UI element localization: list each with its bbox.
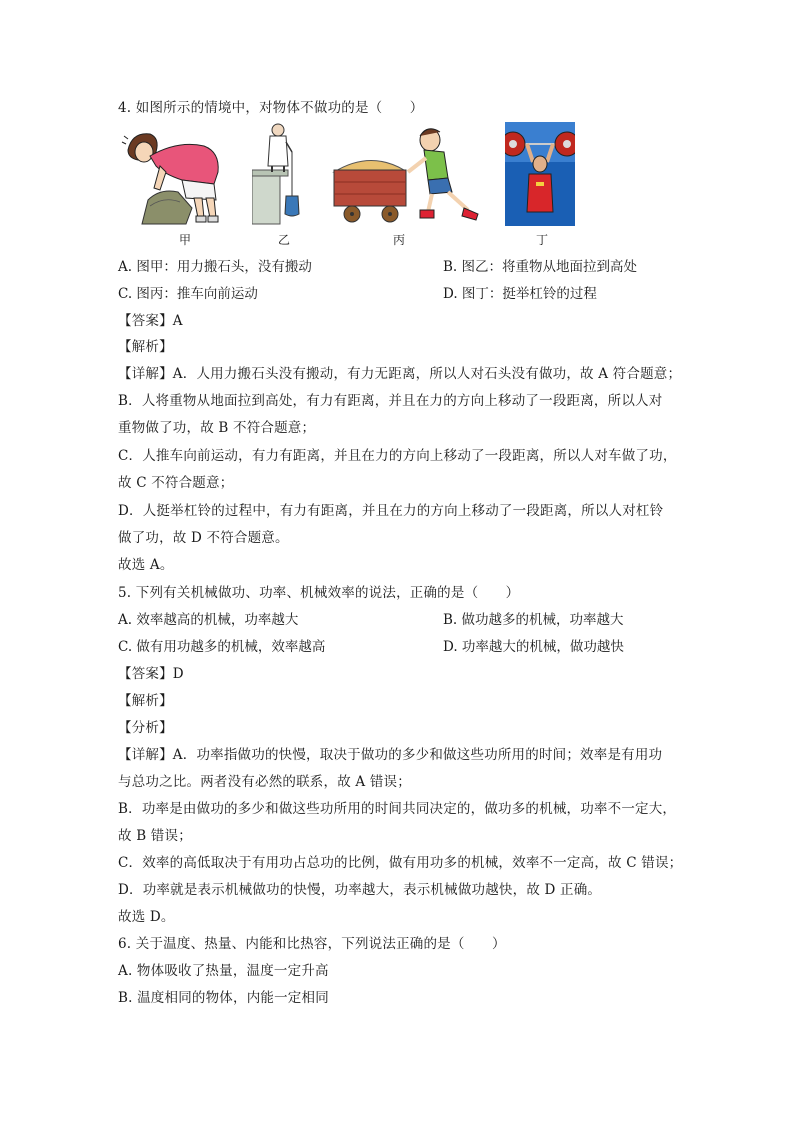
q5-conclusion: 故选 D。 bbox=[118, 909, 175, 925]
q5-detail-line: 与总功之比。两者没有必然的联系，故 A 错误； bbox=[118, 774, 411, 790]
q4-detail-line: 故 C 不符合题意； bbox=[118, 475, 234, 491]
q5-option-c: C. 做有用功越多的机械，效率越高 bbox=[118, 639, 326, 655]
q6-stem: 6. 关于温度、热量、内能和比热容，下列说法正确的是（ ） bbox=[118, 936, 506, 952]
q5-fenxi-heading: 【分析】 bbox=[118, 720, 173, 736]
q5-stem: 5. 下列有关机械做功、功率、机械效率的说法，正确的是（ ） bbox=[118, 585, 520, 601]
q5-detail-line: C．效率的高低取决于有用功占总功的比例，做有用功多的机械，效率不一定高，故 C 错误； bbox=[118, 855, 683, 871]
q4-detail-line: B．人将重物从地面拉到高处，有力有距离，并且在力的方向上移动了一段距离，所以人对 bbox=[118, 393, 663, 409]
q5-detail-line: D．功率就是表示机械做功的快慢，功率越大，表示机械做功越快，故 D 正确。 bbox=[118, 882, 602, 898]
q4-option-d: D. 图丁：挺举杠铃的过程 bbox=[443, 286, 597, 302]
q4-option-b: B. 图乙：将重物从地面拉到高处 bbox=[443, 259, 638, 275]
caption-jia: 甲 bbox=[179, 233, 192, 247]
figure-yi-pulling-weight bbox=[252, 122, 312, 227]
q4-detail-line: 重物做了功，故 B 不符合题意； bbox=[118, 420, 316, 436]
q4-stem: 4. 如图所示的情境中，对物体不做功的是（ ） bbox=[118, 100, 424, 116]
q4-option-a: A. 图甲：用力搬石头，没有搬动 bbox=[118, 259, 312, 275]
q4-answer: 【答案】A bbox=[118, 313, 183, 329]
caption-bing: 丙 bbox=[393, 233, 406, 247]
figure-jia-person-lifting-rock bbox=[120, 122, 225, 227]
q4-conclusion: 故选 A。 bbox=[118, 557, 174, 573]
q4-detail-line: D．人挺举杠铃的过程中，有力有距离，并且在力的方向上移动了一段距离，所以人对杠铃 bbox=[118, 503, 664, 519]
q6-option-a: A. 物体吸收了热量，温度一定升高 bbox=[118, 963, 329, 979]
caption-yi: 乙 bbox=[278, 233, 291, 247]
q5-detail-line: B．功率是由做功的多少和做这些功所用的时间共同决定的，做功多的机械，功率不一定大， bbox=[118, 801, 677, 817]
q4-option-c: C. 图丙：推车向前运动 bbox=[118, 286, 258, 302]
q4-detail-line: 【详解】A．人用力搬石头没有搬动，有力无距离，所以人对石头没有做功，故 A 符合题意； bbox=[118, 366, 682, 382]
q4-detail-line: C．人推车向前运动，有力有距离，并且在力的方向上移动了一段距离，所以人对车做了功， bbox=[118, 448, 677, 464]
q5-detail-line: 【详解】A．功率指做功的快慢，取决于做功的多少和做这些功所用的时间；效率是有用功 bbox=[118, 747, 663, 763]
figure-ding-weightlifter bbox=[505, 122, 575, 226]
q6-option-b: B. 温度相同的物体，内能一定相同 bbox=[118, 990, 329, 1006]
q5-option-b: B. 做功越多的机械，功率越大 bbox=[443, 612, 624, 628]
q4-detail-line: 做了功，故 D 不符合题意。 bbox=[118, 530, 289, 546]
figure-bing-pushing-cart bbox=[330, 122, 490, 227]
q5-answer: 【答案】D bbox=[118, 666, 184, 682]
q5-analysis-heading: 【解析】 bbox=[118, 693, 173, 709]
q5-option-d: D. 功率越大的机械，做功越快 bbox=[443, 639, 624, 655]
q5-option-a: A. 效率越高的机械，功率越大 bbox=[118, 612, 299, 628]
q5-detail-line: 故 B 错误； bbox=[118, 828, 192, 844]
caption-ding: 丁 bbox=[536, 233, 549, 247]
q4-analysis-heading: 【解析】 bbox=[118, 339, 173, 355]
